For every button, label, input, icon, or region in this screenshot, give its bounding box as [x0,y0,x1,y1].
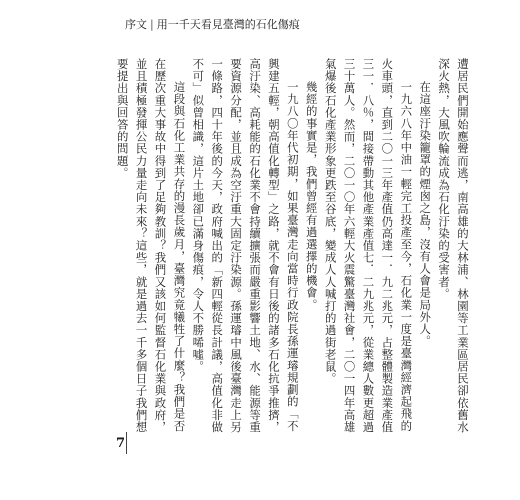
page-number-rule [126,432,127,454]
header-separator: | [150,18,154,31]
section-label: 序文 [125,18,147,31]
body-text [115,58,472,438]
book-title: 用一千天看見臺灣的石化傷痕 [156,18,300,31]
paragraph: 在這座汙染籠罩的煙囪之島，沒有人會是局外人。 [418,80,433,347]
paragraph: 一九六八年中油一輕完工投產至今，石化業一度是臺灣經濟起飛的火車頭，直到二〇一三年產值仍高達一．九二兆元，占整體製造業產值三一．八％，間接帶動其他產業產值七．二九兆元，從業總人數更超過三十萬人。然而，二〇一〇年六輕大火震驚臺灣社會，二〇一四年高雄氣爆後石化產業形象更跌至谷底，變成人人喊打的過街老鼠。 [323,58,414,434]
paragraph: 這段與石化工業共存的漫長歲月，臺灣究竟犧牲了什麼？我們是否在歷次重大事故中得到了足夠教訓？我們又該如何監督石化業與政府，並且積極發揮公民力量走向未來？這些，就是過去一千多個日子我們想要提出與回答的問題。 [115,58,187,434]
paragraph: 幾經的事實是，我們曾經有過選擇的機會。 [304,80,319,311]
paragraph: 一九八〇年代初期，如果臺灣走向當時行政院長孫運璿規劃的「不興建五輕，朝高值化轉型」之路，就不會有日後的諸多石化抗爭推擠，高汙染、高耗能的石化業不會持續擴張而嚴重影響土地、水、能源等重要資源分配，並且成為空汙重大固定汙染源。孫運璿中風後臺灣走上另一條路，四十年後的今天，政府喊出的「新四輕從長計議，高值化非做不可」似曾相識，這片土地卻已滿身傷痕，令人不勝唏噓。 [191,58,300,434]
paragraph: 遭居民們開始應聲而逃，南高雄的大林浦、林園等工業區居民卻依舊水深火熱，大風吹輪流成為石化汙染的受害者。 [437,58,470,434]
page-number: 7 [116,436,126,451]
running-header [125,16,445,34]
